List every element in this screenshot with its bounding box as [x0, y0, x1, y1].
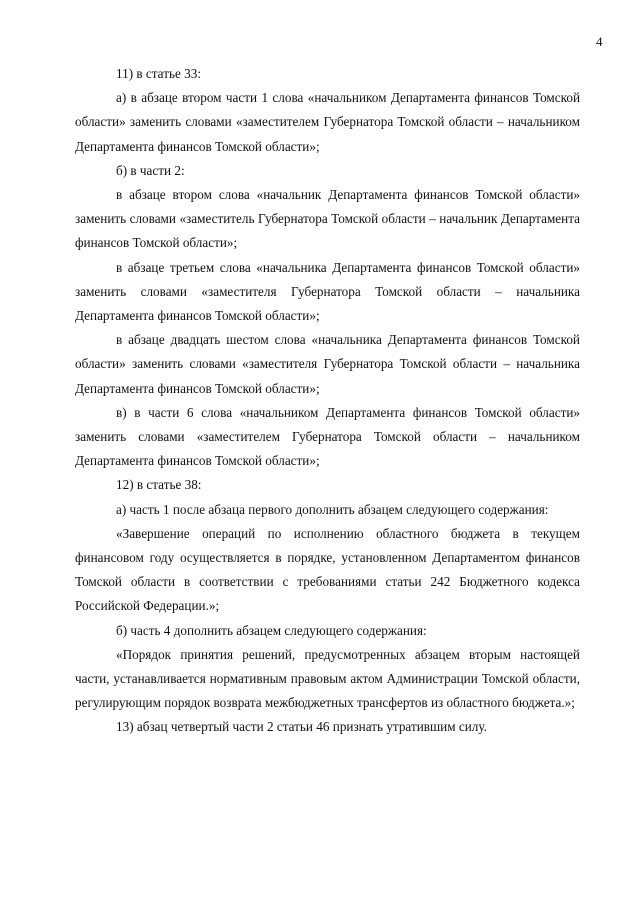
paragraph-33-b-second: в абзаце втором слова «начальник Департамента финансов Томской области» заменить словами «заместитель Губернатора Томской области – начальник Департамента финансов Томской области»;: [75, 187, 580, 251]
paragraph-33-a: а) в абзаце втором части 1 слова «начальником Департамента финансов Томской области» заменить словами «заместителем Губернатора Томской области – начальником Департамента финансов Томской области»;: [75, 90, 580, 154]
paragraph-article-33: 11) в статье 33:: [116, 66, 201, 81]
paragraph-38-a-quote: «Завершение операций по исполнению областного бюджета в текущем финансовом году осуществляется в порядке, установленном Департаментом финансов Томской области в соответствии с требованиями статьи 242 Бюджетного кодекса Российской Федерации.»;: [75, 525, 580, 614]
paragraph-33-b: б) в части 2:: [116, 162, 185, 178]
paragraph-38-b: б) часть 4 дополнить абзацем следующего содержания:: [116, 622, 427, 638]
paragraph-article-46: 13) абзац четвертый части 2 статьи 46 признать утратившим силу.: [116, 719, 487, 735]
paragraph-38-a: а) часть 1 после абзаца первого дополнить абзацем следующего содержания:: [116, 501, 549, 517]
paragraph-33-b-twenty-sixth: в абзаце двадцать шестом слова «начальника Департамента финансов Томской области» заменить словами «заместителя Губернатора Томской области – начальника Департамента финансов Томской области»;: [75, 332, 580, 396]
paragraph-article-38: 12) в статье 38:: [116, 477, 202, 493]
paragraph-33-b-third: в абзаце третьем слова «начальника Департамента финансов Томской области» заменить словами «заместителя Губернатора Томской области – начальника Департамента финансов Томской области»;: [75, 259, 580, 324]
paragraph-38-b-quote: «Порядок принятия решений, предусмотренных абзацем вторым настоящей части, устанавливается нормативным правовым актом Администрации Томской области, регулирующим порядок возврата межбюджетных трансфертов из областного бюджета.»;: [75, 646, 580, 711]
page-number: 4: [596, 34, 603, 49]
document-body: [75, 62, 580, 740]
paragraph-33-v: в) в части 6 слова «начальником Департамента финансов Томской области» заменить словами «заместителем Губернатора Томской области – начальником Департамента финансов Томской области»;: [75, 404, 580, 469]
